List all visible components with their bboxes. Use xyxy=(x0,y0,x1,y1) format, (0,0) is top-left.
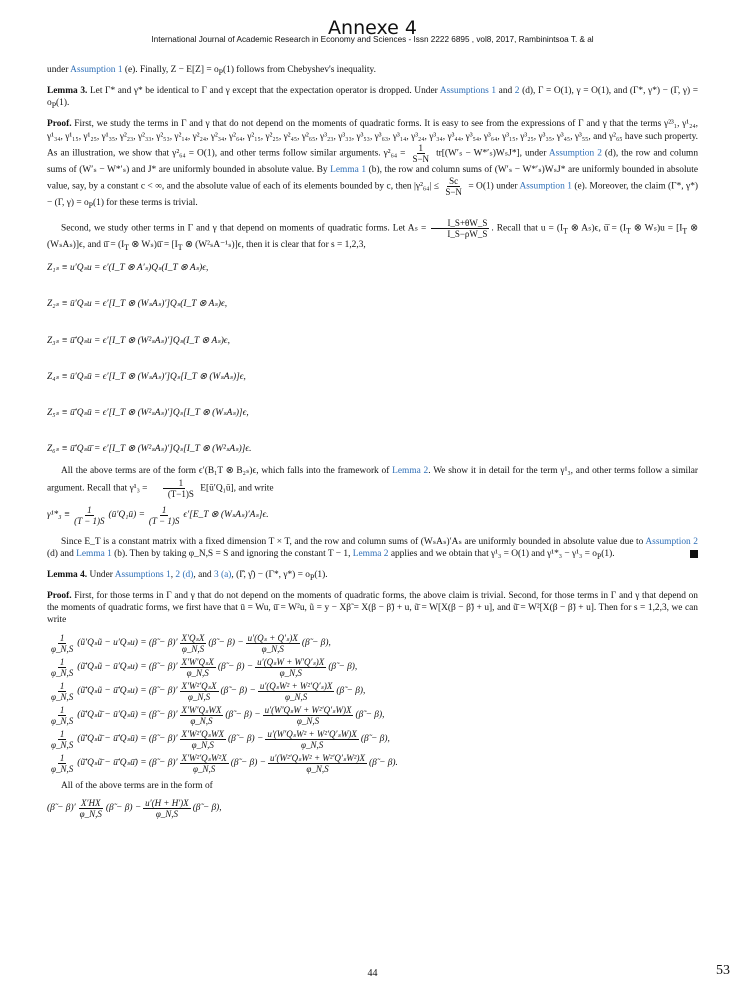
link-assumption-3a[interactable]: 3 (a) xyxy=(213,569,232,580)
link-lemma-1[interactable]: Lemma 1 xyxy=(330,164,367,175)
equation-difference: $\frac{1}{\varphi\_N,S}$ (ũ̄′Qₛũ̄ − ū′Qₛū) = (β̃ − β)′ $\frac{\text{X′W′QₛWX}}{\varphi\_N,S}$ (β̃ − β) − $\frac{\text{u′(W′QₛW + W²′Q′ₛW)X}}{\varphi\_N,S}$ (β̃ − β), xyxy=(51,704,385,726)
proof-4-paragraph-2: All of the above terms are in the form of xyxy=(61,780,213,791)
equation-z4: Z₄ₛ ≡ ū′Qₛū = ϵ′[I_T ⊗ (WₛAₛ)′]Qₛ[I_T ⊗ (WₛAₛ)]ϵ, xyxy=(47,371,246,382)
lemma-4-label: Lemma 4. xyxy=(47,569,88,580)
journal-header: International Journal of Academic Research in Economy and Sciences - Issn 2222 6895 , vol8, 2017, Rambinintsoa T. & al xyxy=(151,35,594,44)
fraction: $\frac{\text{X′W²′QₛWX}}{\varphi\_N,S}$ xyxy=(181,728,225,750)
proof-3-paragraph-4: Since E_T is a constant matrix with a fixed dimension T × T, and the row and column sums of (WₛAₛ)′Aₛ are uniformly bounded in absolute value due to Assumption 2 (d) and Lemma 1 (b). Then by taking φ_N,S = S and ignoring the constant T − 1, Lemma 2 applies and we obtain that γ¹₃ = O(1) and $\gamma^1*_3 - \gamma^1_3 = o_P(1)$. xyxy=(47,536,698,561)
proof-label: Proof. xyxy=(47,590,72,601)
equation-difference: $\frac{1}{\varphi\_N,S}$ (ũ′Qₛũ − u′Qₛu) = (β̃ − β)′ $\frac{\text{X′QₛX}}{\varphi\_N,S}$ (β̃ − β) − $\frac{\text{u′(Qₛ + Q′ₛ)X}}{\varphi\_N,S}$ (β̃ − β), xyxy=(51,632,331,654)
fraction: $\frac{I\_S+\theta W\_S}{I\_S-\rho W\_S}$ xyxy=(431,218,489,239)
fraction: $\frac{1}{(T-1)S}$ xyxy=(152,478,196,499)
fraction: $\frac{Sc}{S-N}$ xyxy=(445,175,462,197)
fraction: $\frac{1}{\varphi\_N,S}$ xyxy=(51,632,74,654)
proof-3-paragraph-1: Proof. First, we study the terms in Γ and γ that do not depend on the moments of quadratic forms. It is easy to see from the expressions of Γ and γ that the terms γ²³₁, γ¹₂₄, γ¹₃₄, γ¹₁₅, γ¹₂₅, γ¹₃₅, γ²₂₃, γ²₃₃, γ²₅₃, γ²₁₄, γ²₂₄, γ²₃₄, γ²₆₄, γ²₁₅, γ²₂₅, γ²₄₅, γ²₆₅, γ³₂₃, γ³₃₃, γ³₅₃, γ³₆₃, γ³₁₄, γ³₂₄, γ³₃₄, γ³₄₄, γ³₅₄, γ³₆₄, γ³₁₅, γ³₂₅, γ³₃₅, γ³₄₅, γ³₅₅, and γ²₆₅ have such property. As an illustration, we show that γ²₆₄ = O(1), and other terms follow similar arguments. γ²₆₄ = $\frac{1}{S-N}$ tr[(W′ₛ − W*′ₛ)WₛJ*], under Assumption 2 (d), the row and column sums of (W′ₛ − W*′ₛ) and J* are uniformly bounded in absolute value. By Lemma 1 (b), the row and column sums of (W′ₛ − W*′ₛ)WₛJ* are uniformly bounded in absolute value, say, by a constant c < ∞, and the absolute value of each of its elements bounded by c, then |γ²₆₄| ≤ $\frac{Sc}{S-N}$ = O(1) under Assumption 1 (e). Moreover, the claim (Γ*, γ*) − (Γ, $\gamma) = o_P(1)$ for these terms is trivial. xyxy=(47,119,699,210)
fraction: $\frac{1}{\varphi\_N,S}$ xyxy=(51,656,74,678)
link-assumption-1[interactable]: Assumption 1 xyxy=(70,65,123,75)
fraction: $\frac{\text{X′W²′QₛW²X}}{\varphi\_N,S}$ xyxy=(181,752,227,774)
fraction: $\frac{1}{\varphi\_N,S}$ xyxy=(51,728,74,750)
equation-difference: $\frac{1}{\varphi\_N,S}$ (ũ̄′Qₛũ − ū′Qₛu) = (β̃ − β)′ $\frac{\text{X′W′QₛX}}{\varphi\_N,S}$ (β̃ − β) − $\frac{\text{u′(QₛW + W′Q′ₛ)X}}{\varphi\_N,S}$ (β̃ − β), xyxy=(51,656,358,678)
link-assumption-1[interactable]: Assumption 1 xyxy=(519,181,572,192)
proof-3-paragraph-3: All the above terms are of the form ϵ′(B₁T ⊗ B₂ₛ)ϵ, which falls into the framework of Lemma 2. We show it in detail for the term γ¹₃, and other terms follow a similar argument. Recall that γ¹₃ = $\frac{1}{(T-1)S}$ E[ū′Q₁ū], and write xyxy=(47,466,699,499)
link-assumption-2[interactable]: Assumption 2 xyxy=(548,148,602,159)
equation-z1: Z₁ₛ ≡ u′Qₛu = ϵ′(I_T ⊗ A′ₛ)Qₛ(I_T ⊗ Aₛ)ϵ, xyxy=(47,263,209,274)
fraction: $\frac{1}{\varphi\_N,S}$ xyxy=(51,704,74,726)
equation-z6: Z₆ₛ ≡ ū̄′Qₛū̄ = ϵ′[I_T ⊗ (W²ₛAₛ)′]Qₛ[I_T ⊗ (W²ₛAₛ)]ϵ. xyxy=(47,444,252,455)
fraction: $\frac{\text{u′(W′QₛW² + W²′Q′ₛW)X}}{\varphi\_N,S}$ xyxy=(267,728,357,750)
annexe-title: Annexe 4 xyxy=(328,17,417,39)
fraction: $\frac{1}{\varphi\_N,S}$ xyxy=(51,680,74,702)
equation-final: (β̃ − β)′ $\frac{X'HX}{\varphi\_N,S}$ (β̃ − β) − $\frac{u'(H + H')X}{\varphi\_N,S}$ (β̃ − β), xyxy=(47,797,222,819)
fraction: $\frac{\text{u′(QₛW + W′Q′ₛ)X}}{\varphi\_N,S}$ xyxy=(257,656,325,678)
link-assumption-2[interactable]: Assumption 2 xyxy=(645,536,698,547)
fraction: $\frac{1}{(T - 1)S}$ xyxy=(74,504,105,526)
qed-square-icon xyxy=(690,550,698,558)
link-assumption-2d[interactable]: 2 (d) xyxy=(175,569,194,580)
link-lemma-1[interactable]: Lemma 1 xyxy=(76,548,112,559)
fraction: $\frac{\text{u′(QₛW² + W²′Q′ₛ)X}}{\varphi\_N,S}$ xyxy=(259,680,333,702)
fraction: $\frac{u'(H + H')X}{\varphi\_N,S}$ xyxy=(145,797,189,819)
lemma-3: Lemma 3. Let Γ* and γ* be identical to Γ and γ except that the expectation operator is dropped. Under Assumptions 1 and 2 (d), Γ = O(1), γ = O(1), and (Γ*, γ*) − (Γ, $\gamma) = o_P(1)$. xyxy=(47,86,698,111)
equation-gamma: γ¹*₃ ≡ $\frac{1}{(T - 1)S}$ (ū′Q₁ū) = $\frac{1}{(T - 1)S}$ ϵ′[E_T ⊗ (WₛAₛ)′Aₛ]ϵ. xyxy=(47,504,269,526)
lemma-4: Lemma 4. Under Assumptions 1, 2 (d), and 3 (a), (Γ̂, γ̂) − (Γ*, $\gamma*) = o_P(1)$. xyxy=(47,569,328,582)
fraction: $\frac{\text{X′QₛX}}{\varphi\_N,S}$ xyxy=(181,632,205,654)
fraction: $\frac{\text{u′(W′QₛW + W²′Q′ₛW)X}}{\varphi\_N,S}$ xyxy=(264,704,352,726)
equation-difference: $\frac{1}{\varphi\_N,S}$ (ũ̄̄′Qₛũ̄̄ − ū̄′Qₛū̄) = (β̃ − β)′ $\frac{\text{X′W²′QₛW²X}}{\varphi\_N,S}$ (β̃ − β) − $\frac{\text{u′(W²′QₛW² + W²′Q′ₛW²)X}}{\varphi\_N,S}$ (β̃ − β). xyxy=(51,752,398,774)
equation-difference: $\frac{1}{\varphi\_N,S}$ (ũ̄̄′Qₛũ̄ − ū̄′Qₛū) = (β̃ − β)′ $\frac{\text{X′W²′QₛWX}}{\varphi\_N,S}$ (β̃ − β) − $\frac{\text{u′(W′QₛW² + W²′Q′ₛW)X}}{\varphi\_N,S}$ (β̃ − β), xyxy=(51,728,390,750)
fraction: $\frac{\text{X′W′QₛX}}{\varphi\_N,S}$ xyxy=(181,656,214,678)
equation-block-differences xyxy=(47,633,698,774)
fraction: $\frac{\text{X′W²′QₛX}}{\varphi\_N,S}$ xyxy=(181,680,217,702)
lemma-3-label: Lemma 3. xyxy=(47,86,88,97)
equation-difference: $\frac{1}{\varphi\_N,S}$ (ũ̄̄′Qₛũ − ū̄′Qₛu) = (β̃ − β)′ $\frac{\text{X′W²′QₛX}}{\varphi\_N,S}$ (β̃ − β) − $\frac{\text{u′(QₛW² + W²′Q′ₛ)X}}{\varphi\_N,S}$ (β̃ − β), xyxy=(51,680,366,702)
link-assumption-2[interactable]: 2 xyxy=(514,86,520,97)
page-number: 44 xyxy=(367,968,378,979)
intro-paragraph: under Assumption 1 (e). Finally, $Z - E[Z] = o_P(1)$ follows from Chebyshev's inequality. xyxy=(47,65,376,77)
link-assumptions-1[interactable]: Assumptions 1 xyxy=(114,569,171,580)
link-lemma-2[interactable]: Lemma 2 xyxy=(352,548,389,559)
equation-z2: Z₂ₛ ≡ ū′Qₛu = ϵ′[I_T ⊗ (WₛAₛ)′]Qₛ(I_T ⊗ Aₛ)ϵ, xyxy=(47,299,228,310)
proof-3-paragraph-2: Second, we study other terms in Γ and γ that depend on moments of quadratic forms. Let Aₛ = $\frac{I\_S+\theta W\_S}{I\_S-\rho W\_S}$ . Recall that $u = (I_T$ ⊗ Aₛ)ϵ, ū̄ = ($I_T$ ⊗ $W_s)u = [I_T$ ⊗ (WₛAₛ)]ϵ, and ū̄̄ = ($I_T$ ⊗ Wₛ)ū̄ = [$I_T$ ⊗ (W²ₛA⁻¹ₛ)]ϵ, then it is clear that for s = 1,2,3, xyxy=(47,218,698,252)
fraction: $\frac{1}{\varphi\_N,S}$ xyxy=(51,752,74,774)
fraction: $\frac{\text{u′(W²′QₛW² + W²′Q′ₛW²)X}}{\varphi\_N,S}$ xyxy=(270,752,365,774)
proof-label: Proof. xyxy=(47,119,72,130)
equation-z3: Z₃ₛ ≡ ū̄′Qₛu = ϵ′[I_T ⊗ (W²ₛAₛ)′]Qₛ(I_T ⊗ Aₛ)ϵ, xyxy=(47,335,230,346)
fraction: $\frac{1}{(T - 1)S}$ xyxy=(148,504,180,526)
link-assumptions-1[interactable]: Assumptions 1 xyxy=(439,86,497,97)
annex-page-number: 53 xyxy=(716,963,730,978)
fraction: $\frac{X'HX}{\varphi\_N,S}$ xyxy=(79,797,102,819)
fraction: $\frac{1}{S-N}$ xyxy=(412,142,430,164)
article-body xyxy=(47,64,698,822)
link-lemma-2[interactable]: Lemma 2 xyxy=(392,466,429,477)
fraction: $\frac{\text{X′W′QₛWX}}{\varphi\_N,S}$ xyxy=(181,704,222,726)
proof-4-paragraph-1: Proof. First, for those terms in Γ and γ that do not depend on the moments of quadratic forms, the above claim is trivial. Second, for those terms in Γ and γ that depend on the moments of quadratic forms, we first have that ū = Wu, ū̄ = W²u, ũ = y − Xβ̃ = X(β − β̃) + u, ũ̄ = W[X(β − β̃) + u], and ũ̄̄ = W²[X(β − β̃) + u]. Then for s = 1,2,3, we can write xyxy=(47,590,698,626)
equation-z5: Z₅ₛ ≡ ū̄′Qₛū = ϵ′[I_T ⊗ (W²ₛAₛ)′]Qₛ[I_T ⊗ (WₛAₛ)]ϵ, xyxy=(47,407,249,418)
fraction: $\frac{\text{u′(Qₛ + Q′ₛ)X}}{\varphi\_N,S}$ xyxy=(247,632,298,654)
